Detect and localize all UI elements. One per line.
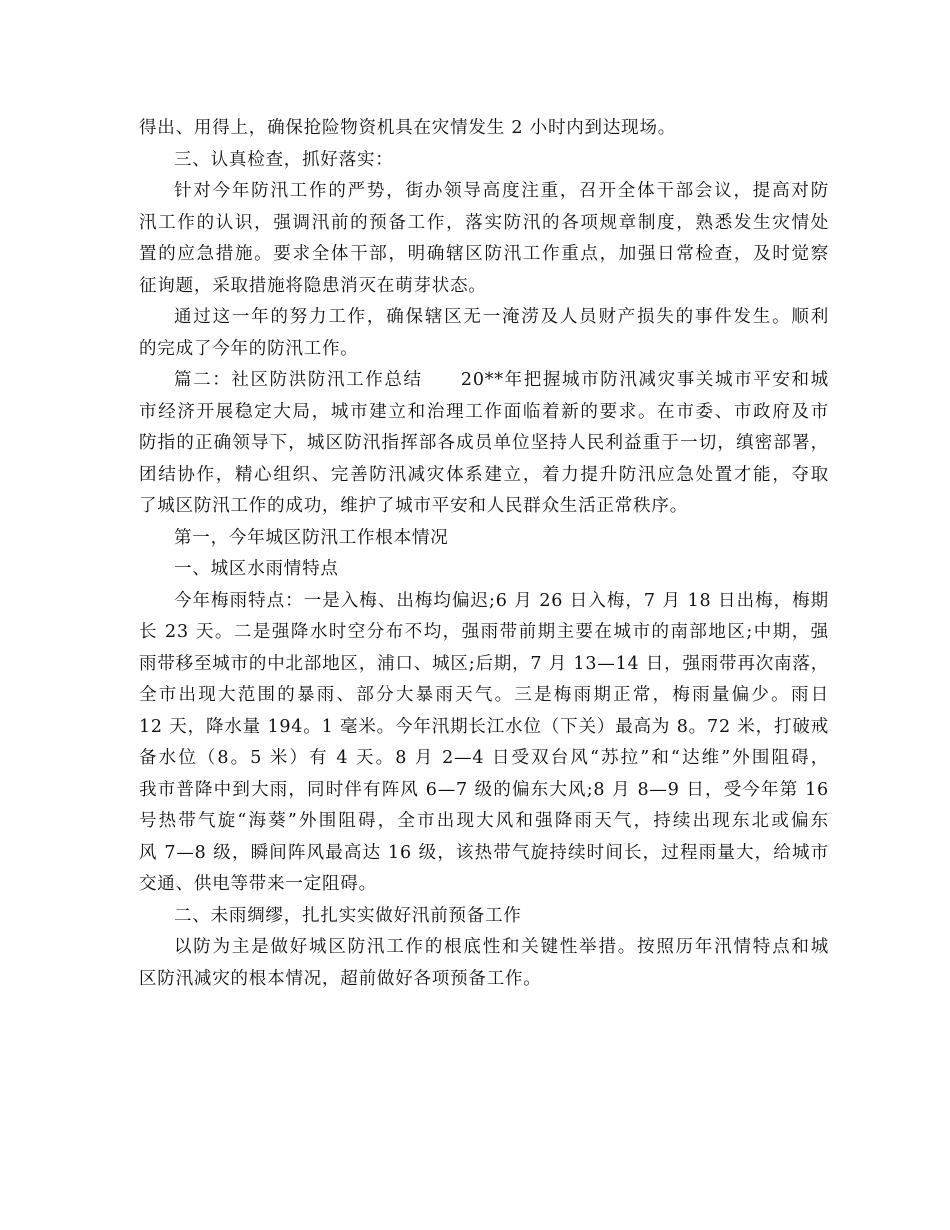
text-line: 得出、用得上，确保抢险物资机具在灾情发生 2 小时内到达现场。 bbox=[139, 118, 677, 138]
text-line: 团结协作，精心组织、完善防汛减灾体系建立，着力提升防汛应急处置才能，夺取 bbox=[139, 464, 829, 485]
text-line: 市经济开展稳定大局，城市建立和治理工作面临着新的要求。在市委、市政府及市 bbox=[139, 401, 829, 422]
text-line: 交通、供电等带来一定阻碍。 bbox=[139, 874, 377, 894]
heading-rain-characteristics bbox=[139, 554, 829, 586]
heading-basic-situation bbox=[139, 523, 829, 555]
text-line: 防指的正确领导下，城区防汛指挥部各成员单位坚持人民利益重于一切，缜密部署， bbox=[139, 433, 829, 453]
paragraph-plum-rain-details bbox=[139, 586, 829, 901]
paragraph-prevention-first bbox=[139, 932, 829, 995]
text-line: 针对今年防汛工作的严势，街办领导高度注重，召开全体干部会议，提高对防 bbox=[174, 181, 829, 201]
text-line: 通过这一年的努力工作，确保辖区无一淹涝及人员财产损失的事件发生。顺利 bbox=[174, 307, 829, 327]
text-line: 风 7—8 级，瞬间阵风最高达 16 级，该热带气旋持续时间长，过程雨量大，给城市 bbox=[139, 842, 829, 863]
text-line: 三、认真检查，抓好落实： bbox=[174, 149, 394, 170]
text-line: 的完成了今年的防汛工作。 bbox=[139, 338, 359, 359]
heading-check-and-implement bbox=[139, 145, 829, 177]
document-body bbox=[139, 113, 829, 995]
text-line: 雨带移至城市的中北部地区，浦口、城区;后期，7 月 13—14 日，强雨带再次南落， bbox=[139, 653, 829, 674]
text-line: 第一，今年城区防汛工作根本情况 bbox=[174, 527, 449, 548]
paragraph-year-result bbox=[139, 302, 829, 365]
text-line: 全市出现大范围的暴雨、部分大暴雨天气。三是梅雨期正常，梅雨量偏少。雨日 bbox=[139, 685, 829, 705]
text-line: 了城区防汛工作的成功，维护了城市平安和人民群众生活正常秩序。 bbox=[139, 496, 688, 516]
paragraph-part-two-summary bbox=[139, 365, 829, 523]
text-line: 汛工作的认识，强调汛前的预备工作，落实防汛的各项规章制度，熟悉发生灾情处 bbox=[139, 212, 829, 233]
text-line: 篇二：社区防洪防汛工作总结 20**年把握城市防汛减灾事关城市平安和城 bbox=[174, 370, 829, 390]
text-line: 以防为主是做好城区防汛工作的根底性和关键性举措。按照历年汛情特点和城 bbox=[174, 937, 829, 957]
text-line: 一、城区水雨情特点 bbox=[174, 559, 339, 579]
text-line: 号热带气旋“海葵”外围阻碍，全市出现大风和强降雨天气，持续出现东北或偏东 bbox=[139, 811, 829, 831]
text-line: 区防汛减灾的根本情况，超前做好各项预备工作。 bbox=[139, 968, 542, 989]
text-line: 征询题，采取措施将隐患消灭在萌芽状态。 bbox=[139, 275, 487, 296]
text-line: 长 23 天。二是强降水时空分布不均，强雨带前期主要在城市的南部地区;中期，强 bbox=[139, 622, 829, 642]
text-line: 置的应急措施。要求全体干部，明确辖区防汛工作重点，加强日常检查，及时觉察 bbox=[139, 244, 829, 264]
text-line: 今年梅雨特点：一是入梅、出梅均偏迟;6 月 26 日入梅，7 月 18 日出梅，梅期 bbox=[174, 590, 829, 611]
paragraph-leadership-meeting bbox=[139, 176, 829, 302]
paragraph-continued-supplies bbox=[139, 113, 829, 145]
text-line: 备水位（8。5 米）有 4 天。8 月 2—4 日受双台风“苏拉”和“达维”外围阻碍， bbox=[139, 748, 829, 768]
text-line: 我市普降中到大雨，同时伴有阵风 6—7 级的偏东大风;8 月 8—9 日，受今年第 16 bbox=[139, 779, 829, 800]
heading-pre-flood-preparation bbox=[139, 901, 829, 933]
text-line: 二、未雨绸缪，扎扎实实做好汛前预备工作 bbox=[174, 905, 522, 926]
text-line: 12 天，降水量 194。1 毫米。今年汛期长江水位（下关）最高为 8。72 米，打破戒 bbox=[139, 716, 829, 737]
